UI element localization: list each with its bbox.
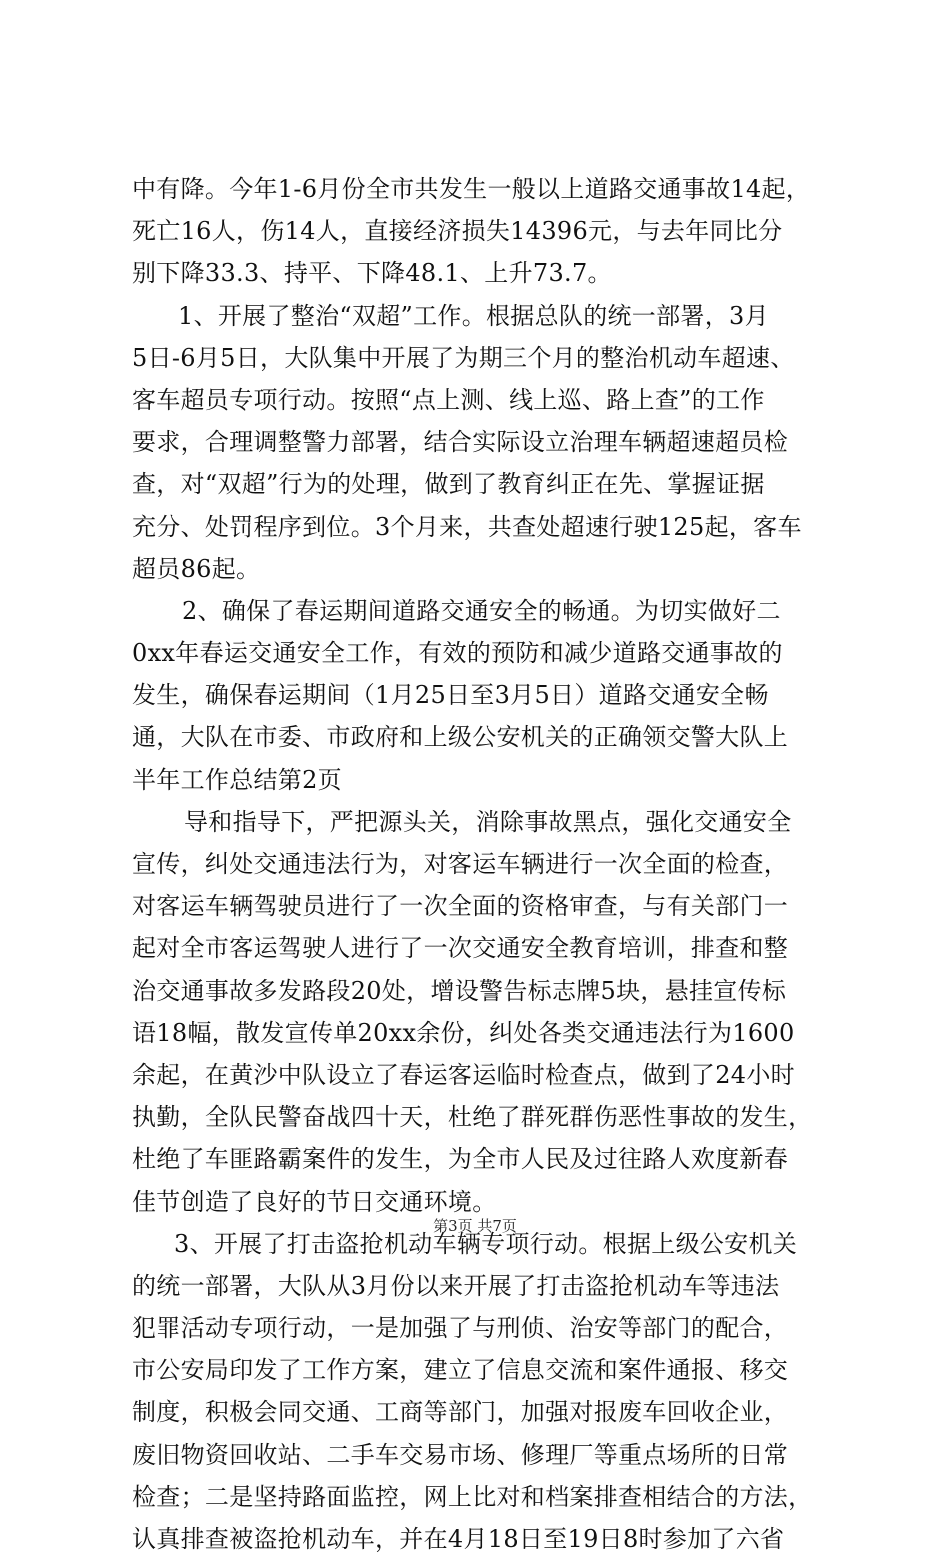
text-line: 超员86起。 <box>132 554 261 583</box>
text-line: 别下降33.3、持平、下降48.1、上升73.7。 <box>132 259 612 288</box>
text-line: 杜绝了车匪路霸案件的发生，为全市人民及过往路人欢度新春 <box>132 1145 789 1174</box>
text-line: 宣传，纠处交通违法行为，对客运车辆进行一次全面的检查， <box>132 850 789 878</box>
text-line: 导和指导下，严把源头关，消除事故黑点，强化交通安全 <box>184 807 792 836</box>
text-line: 发生，确保春运期间（1月25日至3月5日）道路交通安全畅 <box>132 681 769 710</box>
text-line: 3、开展了打击盗抢机动车辆专项行动。根据上级公安机关 <box>174 1229 798 1258</box>
text-line: 1、开展了整治“双超”工作。根据总队的统一部署，3月 <box>178 301 769 330</box>
text-line: 语18幅，散发宣传单20xx余份，纠处各类交通违法行为1600 <box>132 1018 795 1047</box>
text-line: 对客运车辆驾驶员进行了一次全面的资格审查，与有关部门一 <box>132 892 789 921</box>
text-line: 市公安局印发了工作方案，建立了信息交流和案件通报、移交 <box>132 1356 789 1385</box>
text-line: 余起，在黄沙中队设立了春运客运临时检查点，做到了24小时 <box>132 1060 795 1089</box>
text-line: 半年工作总结第2页 <box>132 765 342 794</box>
text-line: 中有降。今年1-6月份全市共发生一般以上道路交通事故14起， <box>132 175 811 203</box>
text-line: 2、确保了春运期间道路交通安全的畅通。为切实做好二 <box>182 596 781 625</box>
text-line: 犯罪活动专项行动，一是加强了与刑侦、治安等部门的配合， <box>132 1314 789 1343</box>
text-line: 废旧物资回收站、二手车交易市场、修理厂等重点场所的日常 <box>132 1440 789 1469</box>
text-line: 通，大队在市委、市政府和上级公安机关的正确领交警大队上 <box>132 723 789 752</box>
text-line: 5日-6月5日，大队集中开展了为期三个月的整治机动车超速、 <box>132 343 795 372</box>
text-line: 的统一部署，大队从3月份以来开展了打击盗抢机动车等违法 <box>132 1271 780 1300</box>
text-line: 起对全市客运驾驶人进行了一次交通安全教育培训，排查和整 <box>132 934 789 963</box>
text-line: 检查；二是坚持路面监控，网上比对和档案排查相结合的方法， <box>132 1482 813 1511</box>
text-line: 执勤，全队民警奋战四十天，杜绝了群死群伤恶性事故的发生， <box>132 1103 813 1132</box>
text-line: 佳节创造了良好的节日交通环境。 <box>132 1187 497 1216</box>
text-line: 制度，积极会同交通、工商等部门，加强对报废车回收企业， <box>132 1398 789 1427</box>
text-line: 查，对“双超”行为的处理，做到了教育纠正在先、掌握证据 <box>132 470 765 499</box>
text-line: 认真排查被盗抢机动车，并在4月18日至19日8时参加了六省 <box>132 1525 785 1553</box>
text-line: 治交通事故多发路段20处，增设警告标志牌5块，悬挂宣传标 <box>132 976 787 1005</box>
text-line: 客车超员专项行动。按照“点上测、线上巡、路上查”的工作 <box>132 385 765 414</box>
text-line: 充分、处罚程序到位。3个月来，共查处超速行驶125起，客车 <box>132 512 802 541</box>
text-line: 0xx年春运交通安全工作，有效的预防和减少道路交通事故的 <box>132 639 783 668</box>
body-text <box>132 168 832 1560</box>
text-line: 要求，合理调整警力部署，结合实际设立治理车辆超速超员检 <box>132 428 789 457</box>
text-line: 死亡16人，伤14人，直接经济损失14396元，与去年同比分 <box>132 217 783 246</box>
page-footer: 第3页 共7页 <box>433 1217 517 1235</box>
